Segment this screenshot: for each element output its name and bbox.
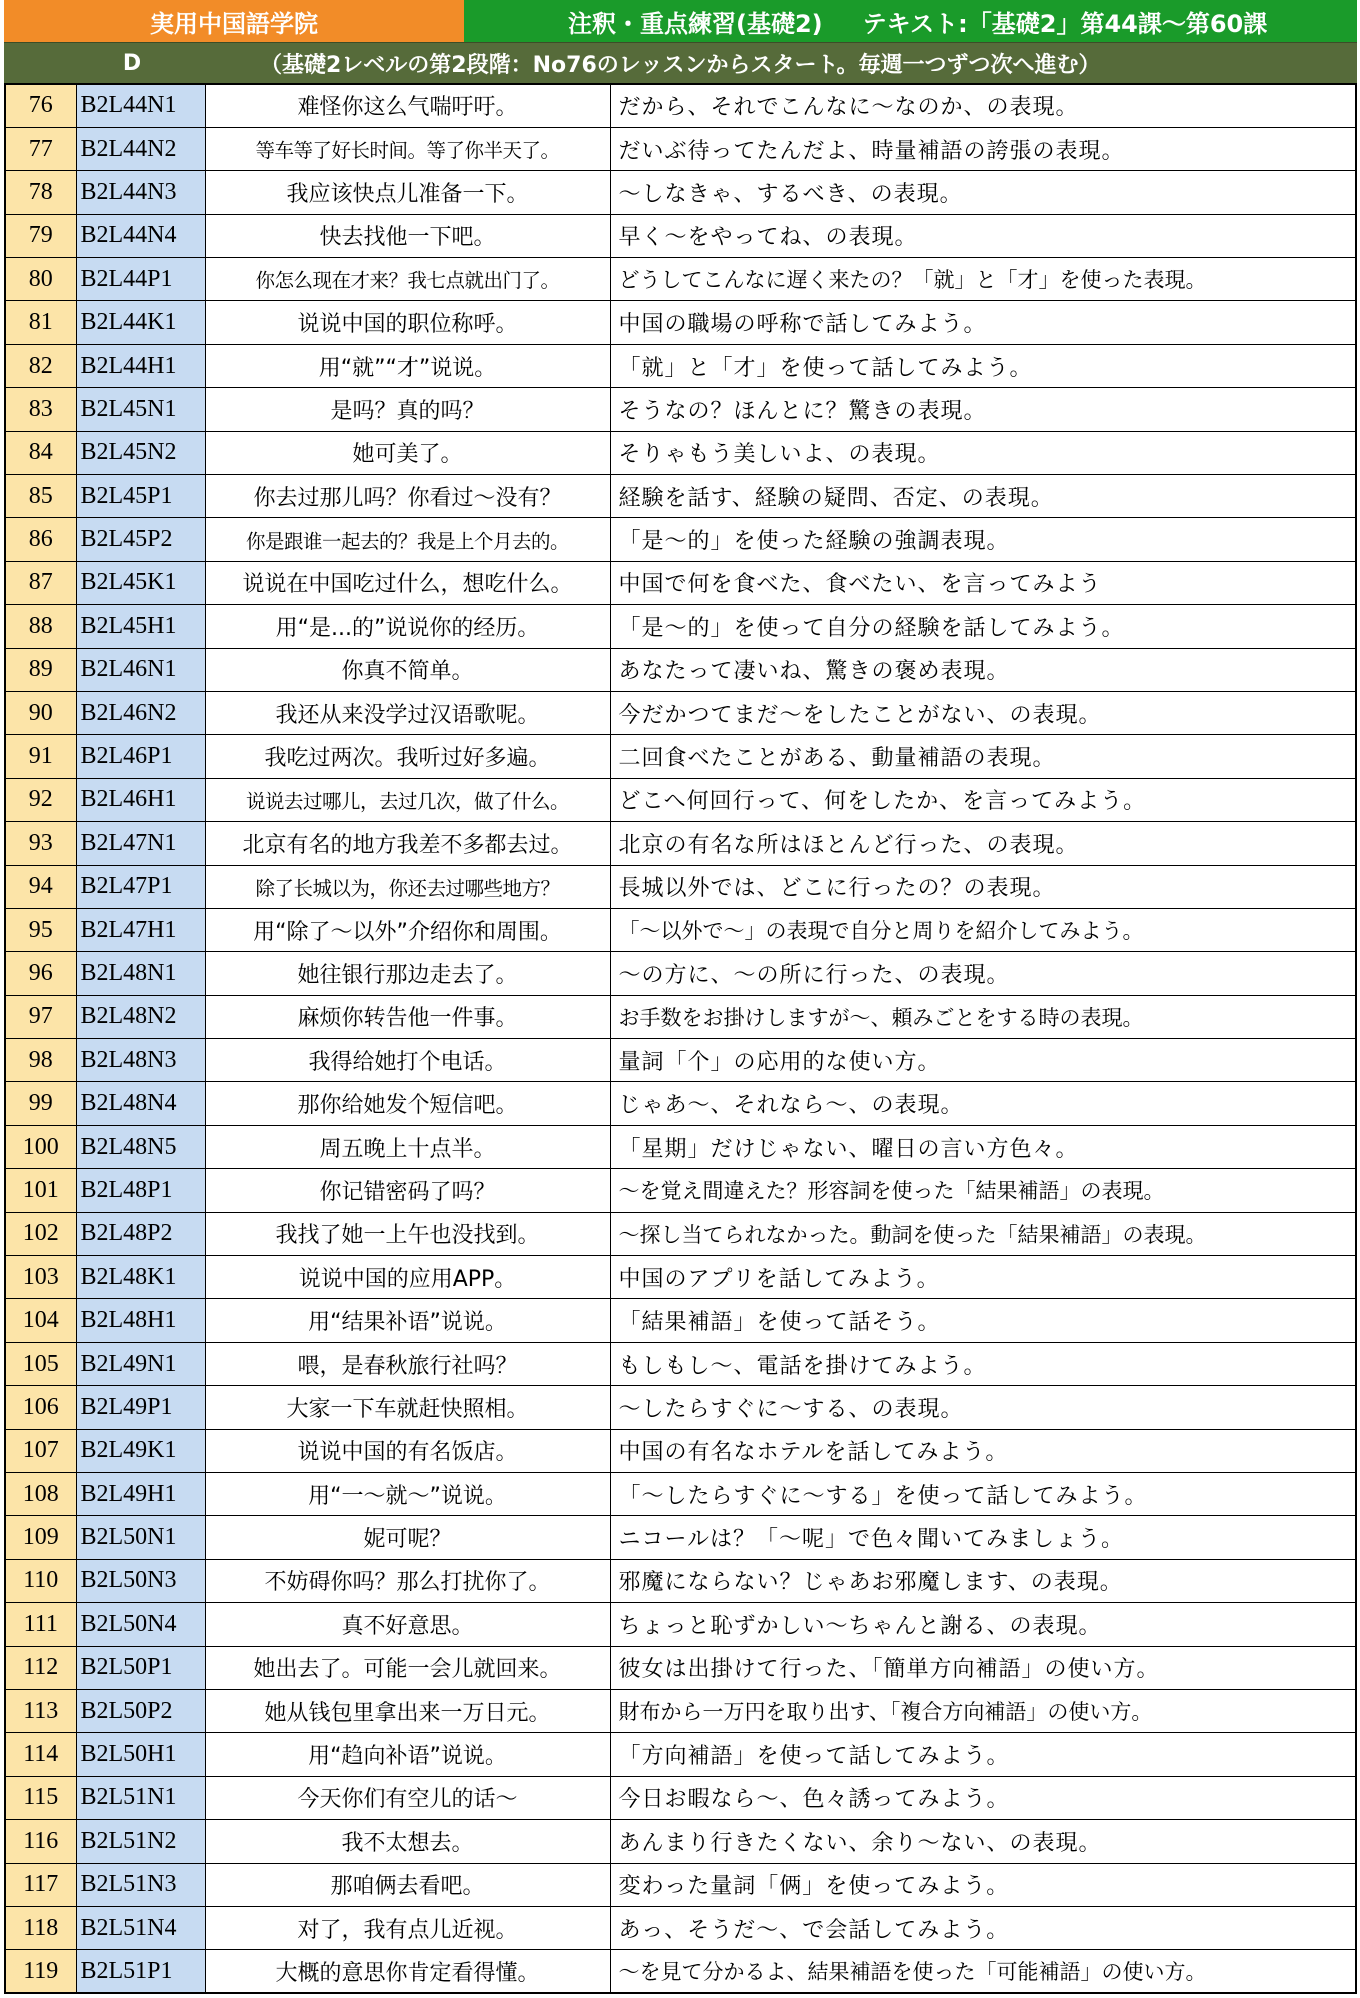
table-row <box>5 561 1356 604</box>
japanese-note: ～したらすぐに～する、の表現。 <box>610 1386 1356 1429</box>
row-number: 104 <box>5 1299 76 1342</box>
chinese-phrase: 用“是...的”说说你的经历。 <box>205 605 610 648</box>
japanese-note: 変わった量詞「俩」を使ってみよう。 <box>610 1863 1356 1906</box>
lesson-code: B2L45K1 <box>76 561 205 604</box>
japanese-note: 「方向補語」を使って話してみよう。 <box>610 1733 1356 1776</box>
row-number: 92 <box>5 778 76 821</box>
japanese-note: そうなの？ほんとに？驚きの表現。 <box>610 388 1356 431</box>
chinese-phrase: 说说中国的有名饭店。 <box>205 1429 610 1472</box>
lesson-code: B2L44N1 <box>76 84 205 127</box>
row-number: 77 <box>5 127 76 170</box>
table-row <box>5 1299 1356 1342</box>
table-row <box>5 1125 1356 1168</box>
row-number: 81 <box>5 301 76 344</box>
chinese-phrase: 妮可呢？ <box>205 1516 610 1559</box>
chinese-phrase: 北京有名的地方我差不多都去过。 <box>205 822 610 865</box>
lesson-code: B2L46H1 <box>76 778 205 821</box>
row-number: 83 <box>5 388 76 431</box>
lesson-code: B2L48N1 <box>76 952 205 995</box>
table-row <box>5 388 1356 431</box>
lesson-code: B2L48K1 <box>76 1256 205 1299</box>
japanese-note: 邪魔にならない？じゃあお邪魔します、の表現。 <box>610 1559 1356 1602</box>
row-number: 110 <box>5 1559 76 1602</box>
row-number: 109 <box>5 1516 76 1559</box>
japanese-note: 中国の有名なホテルを話してみよう。 <box>610 1429 1356 1472</box>
school-name: 実用中国語学院 <box>4 0 464 42</box>
lesson-code: B2L45P2 <box>76 518 205 561</box>
row-number: 117 <box>5 1863 76 1906</box>
row-number: 91 <box>5 735 76 778</box>
lesson-sheet <box>4 0 1357 1994</box>
table-row <box>5 301 1356 344</box>
row-number: 101 <box>5 1169 76 1212</box>
row-number: 97 <box>5 995 76 1038</box>
chinese-phrase: 用“结果补语”说说。 <box>205 1299 610 1342</box>
table-row <box>5 1429 1356 1472</box>
japanese-note: そりゃもう美しいよ、の表現。 <box>610 431 1356 474</box>
japanese-note: 「～したらすぐに～する」を使って話してみよう。 <box>610 1473 1356 1516</box>
chinese-phrase: 说说中国的应用APP。 <box>205 1256 610 1299</box>
chinese-phrase: 我不太想去。 <box>205 1820 610 1863</box>
japanese-note: 今日お暇なら～、色々誘ってみよう。 <box>610 1776 1356 1819</box>
table-row <box>5 127 1356 170</box>
lesson-code: B2L50N1 <box>76 1516 205 1559</box>
row-number: 116 <box>5 1820 76 1863</box>
chinese-phrase: 大家一下车就赶快照相。 <box>205 1386 610 1429</box>
lesson-code: B2L51N1 <box>76 1776 205 1819</box>
course-title: 注釈・重点練習(基礎2) <box>568 9 823 38</box>
chinese-phrase: 用“除了～以外”介绍你和周围。 <box>205 908 610 951</box>
lesson-code: B2L48N2 <box>76 995 205 1038</box>
row-number: 89 <box>5 648 76 691</box>
textbook-reference: テキスト:「基礎2」第44課～第60課 <box>862 9 1268 38</box>
course-title-bar <box>464 0 1357 42</box>
table-row <box>5 1950 1356 1993</box>
chinese-phrase: 我得给她打个电话。 <box>205 1039 610 1082</box>
lesson-code: B2L44N2 <box>76 127 205 170</box>
chinese-phrase: 快去找他一下吧。 <box>205 214 610 257</box>
table-row <box>5 778 1356 821</box>
lesson-code: B2L50P1 <box>76 1646 205 1689</box>
row-number: 115 <box>5 1776 76 1819</box>
chinese-phrase: 你真不简单。 <box>205 648 610 691</box>
japanese-note: 長城以外では、どこに行ったの？の表現。 <box>610 865 1356 908</box>
japanese-note: ～しなきゃ、するべき、の表現。 <box>610 171 1356 214</box>
row-number: 93 <box>5 822 76 865</box>
chinese-phrase: 我还从来没学过汉语歌呢。 <box>205 691 610 734</box>
lesson-code: B2L44N3 <box>76 171 205 214</box>
lesson-code: B2L45H1 <box>76 605 205 648</box>
chinese-phrase: 她往银行那边走去了。 <box>205 952 610 995</box>
japanese-note: だいぶ待ってたんだよ、時量補語の誇張の表現。 <box>610 127 1356 170</box>
row-number: 86 <box>5 518 76 561</box>
japanese-note: 財布から一万円を取り出す、「複合方向補語」の使い方。 <box>610 1689 1356 1732</box>
row-number: 78 <box>5 171 76 214</box>
row-number: 112 <box>5 1646 76 1689</box>
lesson-code: B2L49N1 <box>76 1342 205 1385</box>
row-number: 100 <box>5 1125 76 1168</box>
row-number: 96 <box>5 952 76 995</box>
lesson-code: B2L51N2 <box>76 1820 205 1863</box>
japanese-note: 「結果補語」を使って話そう。 <box>610 1299 1356 1342</box>
chinese-phrase: 周五晚上十点半。 <box>205 1125 610 1168</box>
japanese-note: ～探し当てられなかった。動詞を使った「結果補語」の表現。 <box>610 1212 1356 1255</box>
japanese-note: 今だかつてまだ～をしたことがない、の表現。 <box>610 691 1356 734</box>
chinese-phrase: 你去过那儿吗？你看过～没有？ <box>205 475 610 518</box>
japanese-note: 「是～的」を使って自分の経験を話してみよう。 <box>610 605 1356 648</box>
chinese-phrase: 等车等了好长时间。等了你半天了。 <box>205 127 610 170</box>
lesson-code: B2L46N2 <box>76 691 205 734</box>
row-number: 105 <box>5 1342 76 1385</box>
row-number: 98 <box>5 1039 76 1082</box>
chinese-phrase: 你怎么现在才来？我七点就出门了。 <box>205 258 610 301</box>
lesson-code: B2L51N3 <box>76 1863 205 1906</box>
chinese-phrase: 说说去过哪儿，去过几次，做了什么。 <box>205 778 610 821</box>
lesson-code: B2L50N4 <box>76 1603 205 1646</box>
table-row <box>5 171 1356 214</box>
japanese-note: ～の方に、～の所に行った、の表現。 <box>610 952 1356 995</box>
chinese-phrase: 那你给她发个短信吧。 <box>205 1082 610 1125</box>
row-number: 85 <box>5 475 76 518</box>
japanese-note: 経験を話す、経験の疑問、否定、の表現。 <box>610 475 1356 518</box>
lesson-code: B2L46P1 <box>76 735 205 778</box>
table-row <box>5 735 1356 778</box>
japanese-note: あんまり行きたくない、余り～ない、の表現。 <box>610 1820 1356 1863</box>
table-row <box>5 431 1356 474</box>
row-number: 102 <box>5 1212 76 1255</box>
lesson-code: B2L44H1 <box>76 344 205 387</box>
table-row <box>5 1776 1356 1819</box>
lesson-table <box>4 83 1357 1994</box>
lesson-code: B2L48N5 <box>76 1125 205 1168</box>
table-row <box>5 1386 1356 1429</box>
row-number: 106 <box>5 1386 76 1429</box>
japanese-note: じゃあ～、それなら～、の表現。 <box>610 1082 1356 1125</box>
row-number: 114 <box>5 1733 76 1776</box>
table-row <box>5 691 1356 734</box>
chinese-phrase: 是吗？真的吗？ <box>205 388 610 431</box>
japanese-note: 早く～をやってね、の表現。 <box>610 214 1356 257</box>
chinese-phrase: 你记错密码了吗？ <box>205 1169 610 1212</box>
table-row <box>5 1863 1356 1906</box>
lesson-code: B2L50P2 <box>76 1689 205 1732</box>
lesson-code: B2L49K1 <box>76 1429 205 1472</box>
lesson-code: B2L46N1 <box>76 648 205 691</box>
lesson-code: B2L48N3 <box>76 1039 205 1082</box>
row-number: 95 <box>5 908 76 951</box>
table-row <box>5 952 1356 995</box>
japanese-note: どこへ何回行って、何をしたか、を言ってみよう。 <box>610 778 1356 821</box>
chinese-phrase: 除了长城以为，你还去过哪些地方？ <box>205 865 610 908</box>
lesson-code: B2L48N4 <box>76 1082 205 1125</box>
chinese-phrase: 今天你们有空儿的话～ <box>205 1776 610 1819</box>
japanese-note: あなたって凄いね、驚きの褒め表現。 <box>610 648 1356 691</box>
lesson-code: B2L51P1 <box>76 1950 205 1993</box>
lesson-code: B2L44K1 <box>76 301 205 344</box>
chinese-phrase: 真不好意思。 <box>205 1603 610 1646</box>
japanese-note: 「～以外で～」の表現で自分と周りを紹介してみよう。 <box>610 908 1356 951</box>
lesson-code: B2L45N1 <box>76 388 205 431</box>
table-row <box>5 605 1356 648</box>
row-number: 82 <box>5 344 76 387</box>
lesson-code: B2L51N4 <box>76 1906 205 1949</box>
table-row <box>5 1733 1356 1776</box>
table-row <box>5 1169 1356 1212</box>
table-row <box>5 1516 1356 1559</box>
japanese-note: あっ、そうだ～、で会話してみよう。 <box>610 1906 1356 1949</box>
chinese-phrase: 那咱俩去看吧。 <box>205 1863 610 1906</box>
japanese-note: ～を見て分かるよ、結果補語を使った「可能補語」の使い方。 <box>610 1950 1356 1993</box>
chinese-phrase: 我应该快点儿准备一下。 <box>205 171 610 214</box>
table-row <box>5 1212 1356 1255</box>
table-row <box>5 1906 1356 1949</box>
chinese-phrase: 喂，是春秋旅行社吗？ <box>205 1342 610 1385</box>
chinese-phrase: 我找了她一上午也没找到。 <box>205 1212 610 1255</box>
lesson-code: B2L48H1 <box>76 1299 205 1342</box>
table-row <box>5 84 1356 127</box>
chinese-phrase: 你是跟谁一起去的？我是上个月去的。 <box>205 518 610 561</box>
row-number: 118 <box>5 1906 76 1949</box>
level-note: （基礎2レベルの第2段階：No76のレッスンからスタート。毎週一つずつ次へ進む） <box>260 52 1101 78</box>
chinese-phrase: 她出去了。可能一会儿就回来。 <box>205 1646 610 1689</box>
japanese-note: ニコールは？「～呢」で色々聞いてみましょう。 <box>610 1516 1356 1559</box>
chinese-phrase: 说说中国的职位称呼。 <box>205 301 610 344</box>
table-row <box>5 648 1356 691</box>
table-row <box>5 214 1356 257</box>
lesson-code: B2L50H1 <box>76 1733 205 1776</box>
row-number: 103 <box>5 1256 76 1299</box>
table-row <box>5 1689 1356 1732</box>
lesson-code: B2L48P2 <box>76 1212 205 1255</box>
level-label: D <box>122 50 142 76</box>
table-row <box>5 1603 1356 1646</box>
row-number: 107 <box>5 1429 76 1472</box>
table-row <box>5 822 1356 865</box>
title-bar <box>4 0 1357 42</box>
japanese-note: ちょっと恥ずかしい～ちゃんと謝る、の表現。 <box>610 1603 1356 1646</box>
lesson-code: B2L50N3 <box>76 1559 205 1602</box>
lesson-code: B2L45N2 <box>76 431 205 474</box>
table-row <box>5 1473 1356 1516</box>
japanese-note: 「就」と「才」を使って話してみよう。 <box>610 344 1356 387</box>
table-row <box>5 1646 1356 1689</box>
row-number: 90 <box>5 691 76 734</box>
row-number: 111 <box>5 1603 76 1646</box>
lesson-code: B2L47P1 <box>76 865 205 908</box>
lesson-code: B2L49H1 <box>76 1473 205 1516</box>
japanese-note: 中国で何を食べた、食べたい、を言ってみよう <box>610 561 1356 604</box>
japanese-note: だから、それでこんなに～なのか、の表現。 <box>610 84 1356 127</box>
chinese-phrase: 用“趋向补语”说说。 <box>205 1733 610 1776</box>
lesson-code: B2L48P1 <box>76 1169 205 1212</box>
chinese-phrase: 她可美了。 <box>205 431 610 474</box>
japanese-note: お手数をお掛けしますが～、頼みごとをする時の表現。 <box>610 995 1356 1038</box>
row-number: 84 <box>5 431 76 474</box>
japanese-note: 彼女は出掛けて行った、「簡単方向補語」の使い方。 <box>610 1646 1356 1689</box>
lesson-code: B2L44N4 <box>76 214 205 257</box>
row-number: 79 <box>5 214 76 257</box>
row-number: 99 <box>5 1082 76 1125</box>
table-row <box>5 1082 1356 1125</box>
row-number: 80 <box>5 258 76 301</box>
japanese-note: 二回食べたことがある、動量補語の表現。 <box>610 735 1356 778</box>
row-number: 76 <box>5 84 76 127</box>
japanese-note: 「星期」だけじゃない、曜日の言い方色々。 <box>610 1125 1356 1168</box>
japanese-note: 北京の有名な所はほとんど行った、の表現。 <box>610 822 1356 865</box>
lesson-code: B2L49P1 <box>76 1386 205 1429</box>
lesson-code: B2L47N1 <box>76 822 205 865</box>
chinese-phrase: 大概的意思你肯定看得懂。 <box>205 1950 610 1993</box>
table-row <box>5 258 1356 301</box>
table-row <box>5 518 1356 561</box>
chinese-phrase: 对了，我有点儿近视。 <box>205 1906 610 1949</box>
japanese-note: もしもし～、電話を掛けてみよう。 <box>610 1342 1356 1385</box>
japanese-note: どうしてこんなに遅く来たの？「就」と「才」を使った表現。 <box>610 258 1356 301</box>
lesson-code: B2L44P1 <box>76 258 205 301</box>
chinese-phrase: 难怪你这么气喘吁吁。 <box>205 84 610 127</box>
japanese-note: ～を覚え間違えた？形容詞を使った「結果補語」の表現。 <box>610 1169 1356 1212</box>
row-number: 87 <box>5 561 76 604</box>
level-bar <box>4 42 1357 83</box>
japanese-note: 量詞「个」の応用的な使い方。 <box>610 1039 1356 1082</box>
table-row <box>5 1039 1356 1082</box>
table-row <box>5 1342 1356 1385</box>
chinese-phrase: 用“一～就～”说说。 <box>205 1473 610 1516</box>
chinese-phrase: 麻烦你转告他一件事。 <box>205 995 610 1038</box>
table-row <box>5 1559 1356 1602</box>
row-number: 88 <box>5 605 76 648</box>
japanese-note: 中国の職場の呼称で話してみよう。 <box>610 301 1356 344</box>
chinese-phrase: 不妨碍你吗？那么打扰你了。 <box>205 1559 610 1602</box>
table-row <box>5 1820 1356 1863</box>
row-number: 119 <box>5 1950 76 1993</box>
row-number: 113 <box>5 1689 76 1732</box>
table-row <box>5 865 1356 908</box>
lesson-code: B2L47H1 <box>76 908 205 951</box>
table-row <box>5 475 1356 518</box>
table-row <box>5 344 1356 387</box>
table-row <box>5 1256 1356 1299</box>
japanese-note: 中国のアプリを話してみよう。 <box>610 1256 1356 1299</box>
chinese-phrase: 我吃过两次。我听过好多遍。 <box>205 735 610 778</box>
lesson-code: B2L45P1 <box>76 475 205 518</box>
row-number: 94 <box>5 865 76 908</box>
chinese-phrase: 用“就”“才”说说。 <box>205 344 610 387</box>
japanese-note: 「是～的」を使った経験の強調表現。 <box>610 518 1356 561</box>
table-row <box>5 995 1356 1038</box>
chinese-phrase: 说说在中国吃过什么，想吃什么。 <box>205 561 610 604</box>
chinese-phrase: 她从钱包里拿出来一万日元。 <box>205 1689 610 1732</box>
table-row <box>5 908 1356 951</box>
row-number: 108 <box>5 1473 76 1516</box>
